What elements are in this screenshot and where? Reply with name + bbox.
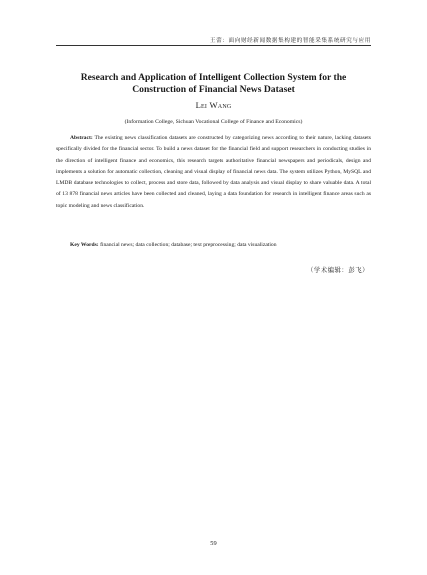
abstract-label: Abstract: bbox=[70, 135, 93, 141]
page-number: 59 bbox=[210, 540, 217, 547]
author-affiliation: (Information College, Sichuan Vocational College of Finance and Economics) bbox=[124, 119, 303, 125]
academic-editor-note: （学术编辑：彭飞） bbox=[306, 266, 369, 274]
author-name bbox=[56, 100, 371, 110]
author-family-name: Wang bbox=[209, 100, 232, 110]
keywords-text: financial news; data collection; database; text preprocessing; data visualization bbox=[100, 242, 277, 248]
abstract bbox=[56, 133, 371, 212]
running-header: 王蕾：面向财经新闻数据集构建的智能采集系统研究与应用 bbox=[209, 38, 371, 44]
header-rule bbox=[56, 45, 371, 46]
abstract-text: The existing news classification datasets are constructed by categorizing news according to their nature, lacking datasets specifically divided for the financial sector. To build a news dataset for the financial field and support researchers in conducting studies in the direction of intelligent finance and economics, this research targets authoritative financial newspapers and periodicals, design and implements a solution for automatic collection, cleaning and visual display of financial news data. The system utilizes Python, MySQL and LMDB database technologies to collect, process and store data, followed by data analysis and visual display to share valuable data. A total of 13 878 financial news articles have been collected and cleaned, laying a data foundation for research in intelligent finance areas such as topic modeling and news classification. bbox=[56, 135, 371, 209]
keywords bbox=[56, 240, 371, 251]
article-title: Research and Application of Intelligent Collection System for the Construction of Financial News Dataset bbox=[80, 72, 347, 95]
author-given-name: Lei bbox=[195, 100, 208, 110]
keywords-label: Key Words: bbox=[70, 242, 99, 248]
